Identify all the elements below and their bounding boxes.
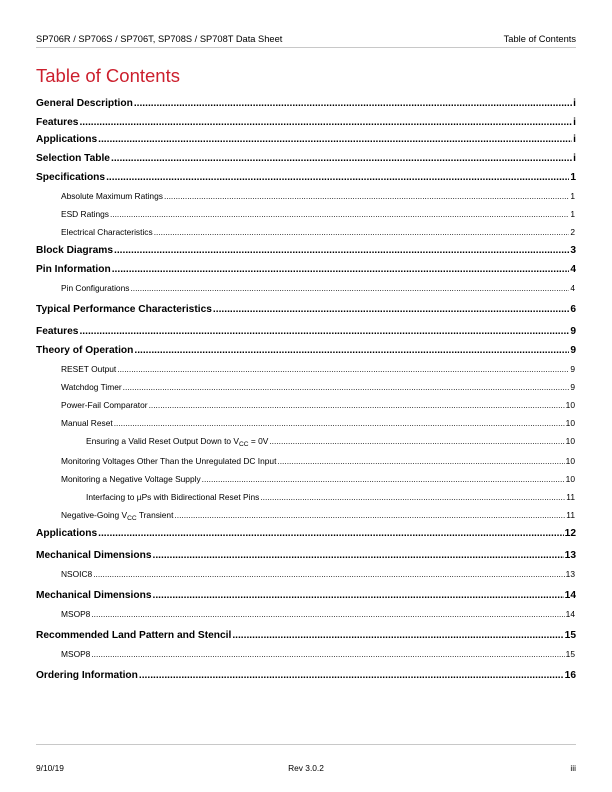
leader-dots <box>117 363 569 375</box>
toc-entry-label: Monitoring a Negative Voltage Supply <box>61 474 201 484</box>
toc-entry-page: 11 <box>566 492 575 502</box>
label-text: Ensuring a Valid Reset Output Down to V <box>86 436 240 446</box>
toc-entry-specifications[interactable] <box>36 171 576 185</box>
toc-entry-page: i <box>573 117 576 128</box>
leader-dots <box>114 417 565 429</box>
document-title: SP706R / SP706S / SP706T, SP708S / SP708T Data Sheet <box>36 34 283 44</box>
toc-entry-interfacing-to-ups[interactable] <box>86 491 575 503</box>
leader-dots <box>91 608 564 620</box>
toc-entry-negative-going-vcc-transient[interactable] <box>61 509 575 521</box>
toc-entry-label: NSOIC8 <box>61 569 93 579</box>
toc-entry-label: Applications <box>36 528 98 539</box>
toc-entry-label: Pin Information <box>36 264 111 275</box>
toc-entry-page: 16 <box>564 670 576 681</box>
toc-entry-recommended-land-pattern[interactable] <box>36 629 576 643</box>
toc-entry-applications[interactable] <box>36 133 576 147</box>
toc-entry-label: Features <box>36 326 79 337</box>
toc-entry-watchdog-timer[interactable] <box>61 381 575 393</box>
footer-divider <box>36 744 576 745</box>
toc-entry-page: i <box>573 134 576 145</box>
page-title: Table of Contents <box>36 65 180 86</box>
toc-entry-mechanical-dimensions-2[interactable] <box>36 589 576 603</box>
leader-dots <box>213 303 569 317</box>
toc-entry-label: Absolute Maximum Ratings <box>61 191 163 201</box>
toc-entry-selection-table[interactable] <box>36 152 576 166</box>
leader-dots <box>98 133 572 147</box>
subscript-text: CC <box>127 515 137 522</box>
toc-entry-electrical-characteristics[interactable] <box>61 226 575 238</box>
toc-entry-page: 13 <box>564 550 576 561</box>
leader-dots <box>174 509 565 521</box>
toc-entry-label: Manual Reset <box>61 418 113 428</box>
toc-entry-monitoring-voltages[interactable] <box>61 455 575 467</box>
toc-entry-page: i <box>573 98 576 109</box>
toc-entry-label: Selection Table <box>36 153 110 164</box>
leader-dots <box>114 244 569 258</box>
toc-entry-absolute-maximum-ratings[interactable] <box>61 190 575 202</box>
label-text: Transient <box>136 510 174 520</box>
toc-entry-page: 1 <box>570 172 576 183</box>
leader-dots <box>153 549 564 563</box>
subscript-text: CC <box>239 441 249 448</box>
toc-entry-label: ESD Ratings <box>61 209 109 219</box>
label-text: Negative-Going V <box>61 510 128 520</box>
leader-dots <box>149 399 565 411</box>
toc-entry-page: 6 <box>570 304 576 315</box>
leader-dots <box>123 381 570 393</box>
toc-entry-monitoring-negative-voltage[interactable] <box>61 473 575 485</box>
toc-entry-page: 10 <box>565 474 575 484</box>
toc-entry-typical-performance-characteristics[interactable] <box>36 303 576 317</box>
toc-entry-page: 1 <box>570 191 575 201</box>
leader-dots <box>164 190 569 202</box>
toc-entry-esd-ratings[interactable] <box>61 208 575 220</box>
toc-entry-page: 11 <box>566 510 575 520</box>
leader-dots <box>153 589 564 603</box>
section-name: Table of Contents <box>503 34 576 44</box>
label-text: = 0V <box>248 436 269 446</box>
leader-dots <box>111 152 572 166</box>
leader-dots <box>202 473 565 485</box>
toc-entry-label: Block Diagrams <box>36 245 114 256</box>
toc-entry-mechanical-dimensions[interactable] <box>36 549 576 563</box>
leader-dots <box>134 97 572 111</box>
toc-entry-applications-2[interactable] <box>36 527 576 541</box>
toc-entry-label: RESET Output <box>61 364 117 374</box>
page-footer <box>36 762 576 774</box>
toc-entry-label: Specifications <box>36 172 106 183</box>
toc-entry-label: Pin Configurations <box>61 283 130 293</box>
toc-entry-label: Watchdog Timer <box>61 382 122 392</box>
leader-dots <box>93 568 564 580</box>
footer-date: 9/10/19 <box>36 763 64 773</box>
toc-entry-page: 15 <box>565 649 575 659</box>
leader-dots <box>154 226 570 238</box>
toc-entry-label: Recommended Land Pattern and Stencil <box>36 630 232 641</box>
toc-entry-theory-of-operation[interactable] <box>36 344 576 358</box>
toc-entry-label <box>86 435 268 447</box>
toc-entry-label: Mechanical Dimensions <box>36 590 152 601</box>
leader-dots <box>79 116 572 130</box>
page-header <box>36 32 576 46</box>
footer-revision: Rev 3.0.2 <box>288 763 324 773</box>
toc-entry-page: 10 <box>565 436 575 446</box>
leader-dots <box>112 263 570 277</box>
leader-dots <box>106 171 569 185</box>
toc-entry-features-2[interactable] <box>36 325 576 339</box>
toc-entry-page: i <box>573 153 576 164</box>
leader-dots <box>134 344 569 358</box>
toc-entry-label: Electrical Characteristics <box>61 227 153 237</box>
toc-entry-page: 15 <box>564 630 576 641</box>
toc-entry-page: 9 <box>570 345 576 356</box>
toc-entry-page: 9 <box>570 364 575 374</box>
toc-entry-label: MSOP8 <box>61 649 91 659</box>
toc-entry-block-diagrams[interactable] <box>36 244 576 258</box>
toc-entry-page: 14 <box>565 609 575 619</box>
toc-entry-page: 10 <box>565 456 575 466</box>
footer-page-number: iii <box>570 763 576 773</box>
toc-entry-msop8-2[interactable] <box>61 648 575 660</box>
toc-entry-ordering-information[interactable] <box>36 669 576 683</box>
toc-entry-label <box>61 509 173 521</box>
toc-entry-reset-output[interactable] <box>61 363 575 375</box>
toc-entry-page: 3 <box>570 245 576 256</box>
toc-entry-page: 12 <box>564 528 576 539</box>
toc-entry-nsoic8[interactable] <box>61 568 575 580</box>
toc-entry-label: Interfacing to µPs with Bidirectional Reset Pins <box>86 492 260 502</box>
leader-dots <box>79 325 569 339</box>
leader-dots <box>277 455 564 467</box>
toc-entry-label: Theory of Operation <box>36 345 134 356</box>
toc-entry-label: Mechanical Dimensions <box>36 550 152 561</box>
toc-entry-features[interactable] <box>36 116 576 130</box>
toc-entry-page: 9 <box>570 326 576 337</box>
toc-entry-label: MSOP8 <box>61 609 91 619</box>
toc-entry-label: Applications <box>36 134 98 145</box>
toc-entry-page: 10 <box>565 418 575 428</box>
toc-entry-pin-information[interactable] <box>36 263 576 277</box>
toc-entry-label: General Description <box>36 98 133 109</box>
leader-dots <box>260 491 565 503</box>
toc-entry-label: Ordering Information <box>36 670 138 681</box>
leader-dots <box>139 669 564 683</box>
header-divider <box>36 47 576 48</box>
toc-entry-label: Power-Fail Comparator <box>61 400 148 410</box>
toc-entry-page: 4 <box>570 264 576 275</box>
leader-dots <box>232 629 563 643</box>
toc-entry-page: 14 <box>564 590 576 601</box>
toc-entry-general-description[interactable] <box>36 97 576 111</box>
leader-dots <box>91 648 564 660</box>
toc-entry-msop8[interactable] <box>61 608 575 620</box>
leader-dots <box>110 208 569 220</box>
leader-dots <box>269 435 564 447</box>
toc-entry-manual-reset[interactable] <box>61 417 575 429</box>
toc-entry-label: Monitoring Voltages Other Than the Unregulated DC Input <box>61 456 277 466</box>
leader-dots <box>98 527 564 541</box>
toc-entry-page: 2 <box>570 227 575 237</box>
toc-entry-label: Features <box>36 117 79 128</box>
toc-entry-page: 13 <box>565 569 575 579</box>
toc-entry-page: 1 <box>570 209 575 219</box>
toc-entry-power-fail-comparator[interactable] <box>61 399 575 411</box>
toc-entry-pin-configurations[interactable] <box>61 282 575 294</box>
toc-entry-label: Typical Performance Characteristics <box>36 304 212 315</box>
toc-entry-page: 9 <box>570 382 575 392</box>
toc-entry-ensuring-valid-reset-output[interactable] <box>86 435 575 447</box>
toc-entry-page: 10 <box>565 400 575 410</box>
leader-dots <box>130 282 569 294</box>
toc-entry-page: 4 <box>570 283 575 293</box>
